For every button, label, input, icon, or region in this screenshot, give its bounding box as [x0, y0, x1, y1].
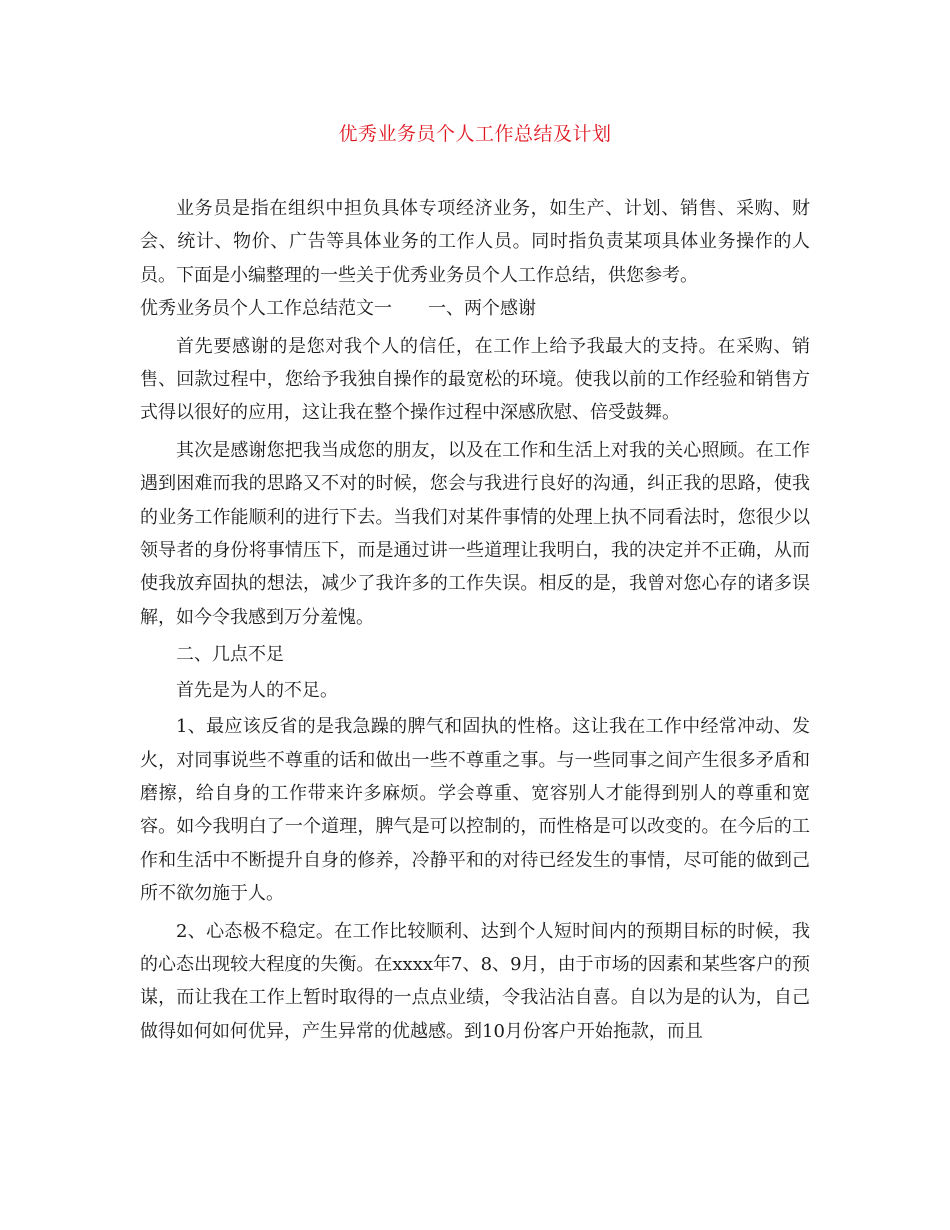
shortcoming-paragraph-2: 2、心态极不稳定。在工作比较顺利、达到个人短时间内的预期目标的时候，我的心态出现较大程度的失衡。在xxxx年7、8、9月，由于市场的因素和某些客户的预谋，而让我在工作上暂时取得的一点点业绩，令我沾沾自喜。自以为是的认为，自己做得如何如何优异，产生异常的优越感。到10月份客户开始拖款，而且: [140, 920, 810, 1042]
subheading-shortcomings: 二、几点不足: [176, 644, 284, 666]
document-body: [140, 192, 810, 1048]
section-heading: [140, 292, 810, 325]
document-title: 优秀业务员个人工作总结及计划: [338, 123, 612, 145]
shortcoming-paragraph-1: 1、最应该反省的是我急躁的脾气和固执的性格。这让我在工作中经常冲动、发火，对同事说些不尊重的话和做出一些不尊重之事。与一些同事之间产生很多矛盾和磨擦，给自身的工作带来许多麻烦。学会尊重、宽容别人才能得到别人的尊重和宽容。如今我明白了一个道理，脾气是可以控制的，而性格是可以改变的。在今后的工作和生活中不断提升自身的修养，冷静平和的对待已经发生的事情，尽可能的做到己所不欲勿施于人。: [140, 716, 810, 905]
thanks-paragraph-2: 其次是感谢您把我当成您的朋友，以及在工作和生活上对我的关心照顾。在工作遇到困难而我的思路又不对的时候，您会与我进行良好的沟通，纠正我的思路，使我的业务工作能顺利的进行下去。当我们对某件事情的处理上执不同看法时，您很少以领导者的身份将事情压下，而是通过讲一些道理让我明白，我的决定并不正确，从而使我放弃固执的想法，减少了我许多的工作失误。相反的是，我曾对您心存的诸多误解，如今令我感到万分羞愧。: [140, 439, 810, 628]
shortcoming-intro: 首先是为人的不足。: [176, 679, 338, 701]
section-heading-left: 优秀业务员个人工作总结范文一: [140, 298, 392, 320]
thanks-paragraph-1: 首先要感谢的是您对我个人的信任，在工作上给予我最大的支持。在采购、销售、回款过程中，您给予我独自操作的最宽松的环境。使我以前的工作经验和销售方式得以很好的应用，这让我在整个操作过程中深感欣慰、倍受鼓舞。: [140, 335, 810, 424]
intro-paragraph: 业务员是指在组织中担负具体专项经济业务，如生产、计划、销售、采购、财会、统计、物价、广告等具体业务的工作人员。同时指负责某项具体业务操作的人员。下面是小编整理的一些关于优秀业务员个人工作总结，供您参考。: [140, 198, 810, 286]
section-heading-right: 一、两个感谢: [428, 298, 536, 320]
